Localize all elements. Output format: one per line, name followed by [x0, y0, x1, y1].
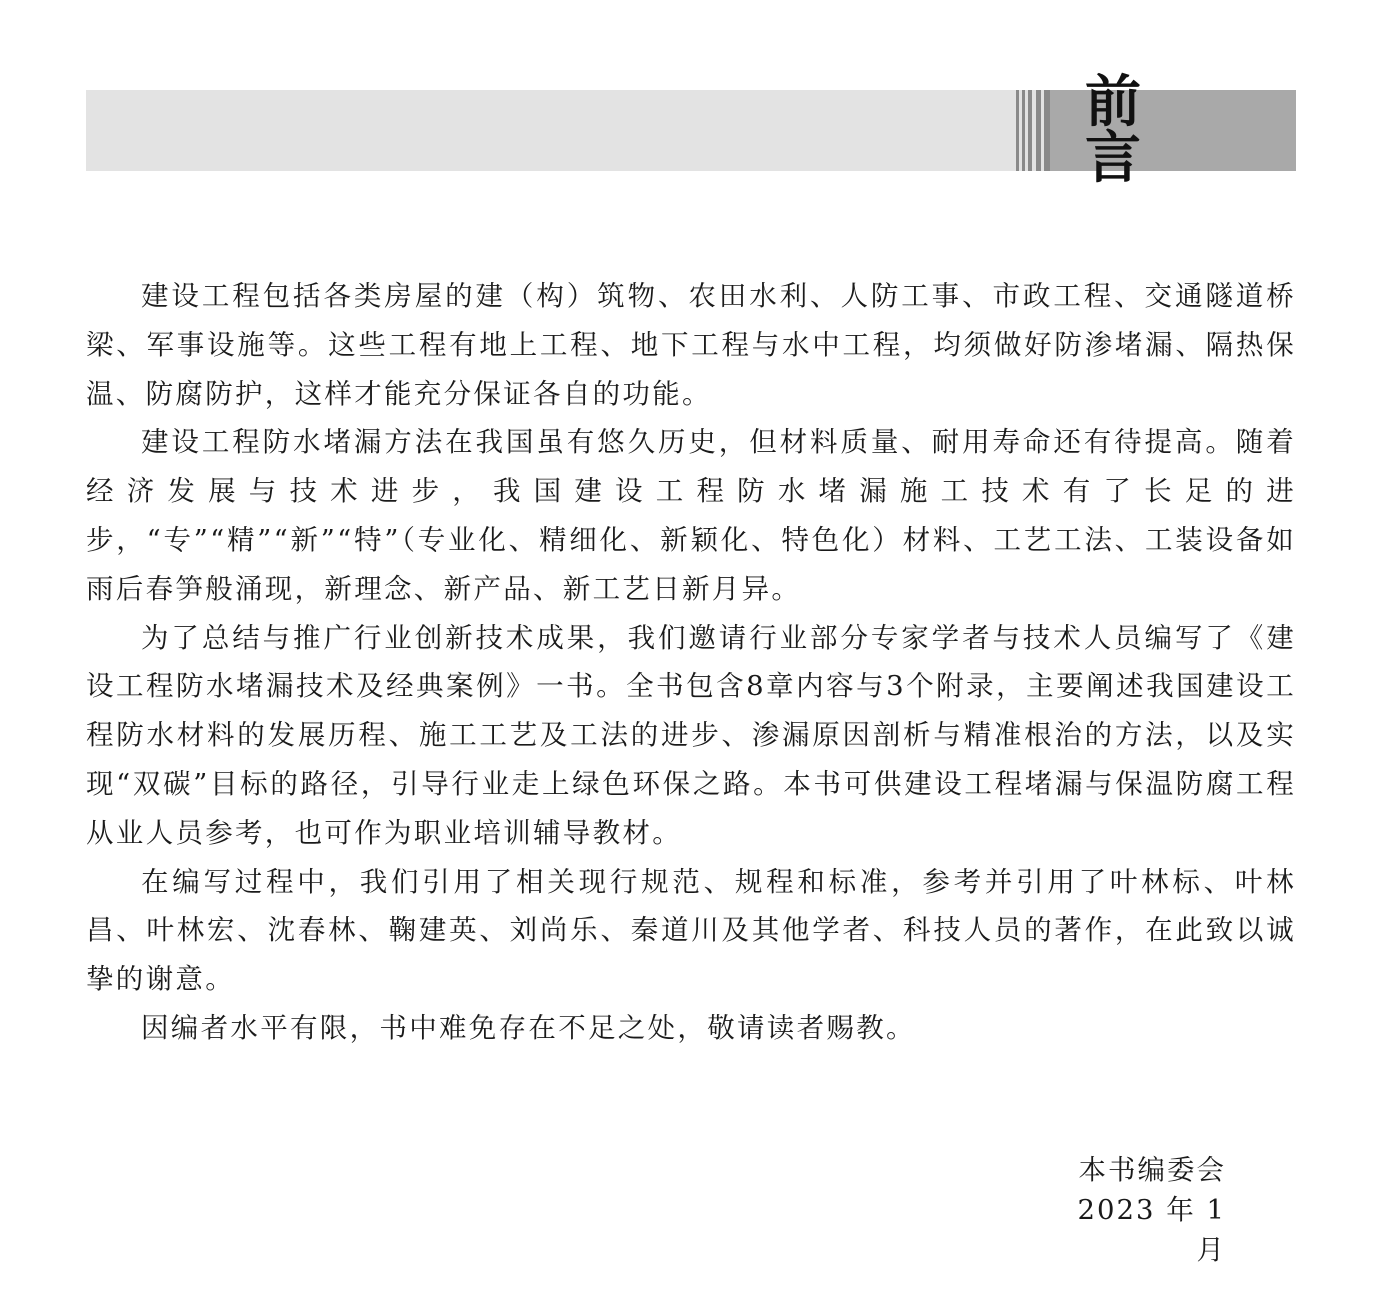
paragraph: 在编写过程中，我们引用了相关现行规范、规程和标准，参考并引用了叶林标、叶林昌、叶林宏、沈春林、鞠建英、刘尚乐、秦道川及其他学者、科技人员的著作，在此致以诚挚的谢意。	[86, 865, 1296, 996]
signature-date: 2023 年 1 月	[1077, 1194, 1226, 1266]
paragraph: 因编者水平有限，书中难免存在不足之处，敬请读者赐教。	[141, 1011, 916, 1044]
page-title: 前 言	[1085, 69, 1325, 191]
preface-body	[86, 272, 1296, 1053]
paragraph: 为了总结与推广行业创新技术成果，我们邀请行业部分专家学者与技术人员编写了《建设工程防水堵漏技术及经典案例》一书。全书包含8章内容与3个附录，主要阐述我国建设工程防水材料的发展历程、施工工艺及工法的进步、渗漏原因剖析与精准根治的方法，以及实现“双碳”目标的路径，引导行业走上绿色环保之路。本书可供建设工程堵漏与保温防腐工程从业人员参考，也可作为职业培训辅导教材。	[86, 621, 1296, 849]
paragraph: 建设工程包括各类房屋的建（构）筑物、农田水利、人防工事、市政工程、交通隧道桥梁、军事设施等。这些工程有地上工程、地下工程与水中工程，均须做好防渗堵漏、隔热保温、防腐防护，这样才能充分保证各自的功能。	[86, 280, 1296, 410]
paragraph: 建设工程防水堵漏方法在我国虽有悠久历史，但材料质量、耐用寿命还有待提高。随着经济发展与技术进步，我国建设工程防水堵漏施工技术有了长足的进步，“专”“精”“新”“特”（专业化、精细化、新颖化、特色化）材料、工艺工法、工装设备如雨后春笋般涌现，新理念、新产品、新工艺日新月异。	[86, 426, 1296, 605]
signature-author: 本书编委会	[1078, 1154, 1226, 1186]
header-title-box	[1050, 69, 1325, 191]
signature-block	[1040, 1150, 1226, 1270]
